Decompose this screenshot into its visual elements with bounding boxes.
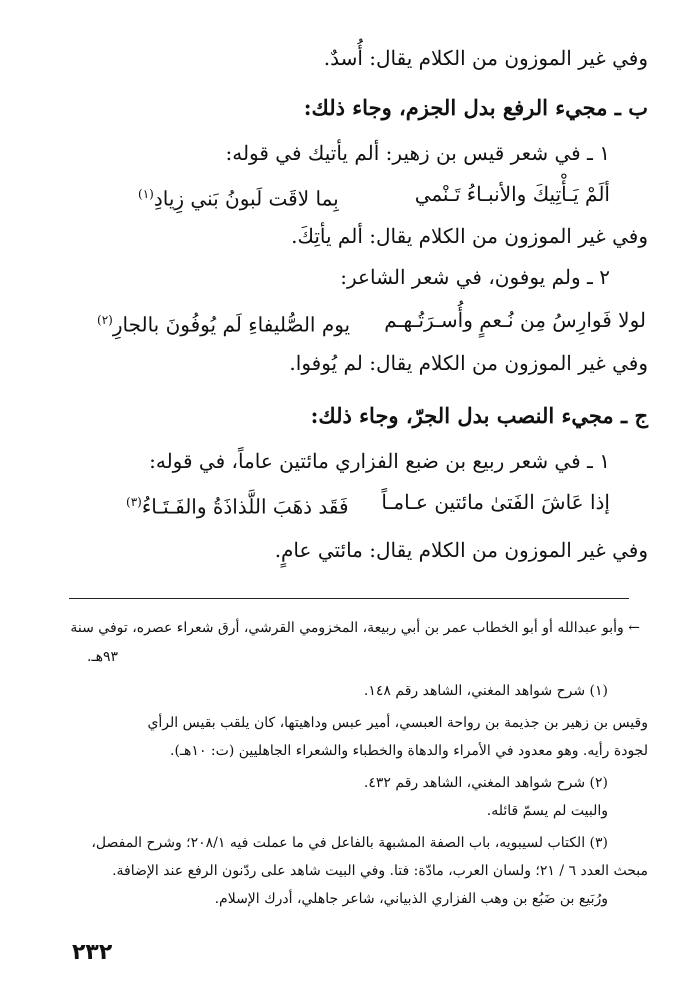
body-line-2: وفي غير الموزون من الكلام يقال: ألم يأتِكَ. — [291, 224, 648, 248]
page-number: ٢٣٢ — [72, 940, 113, 965]
verse-3-second-hemistich — [126, 488, 349, 521]
item-b2: ٢ ـ ولم يوفون، في شعر الشاعر: — [340, 265, 610, 289]
footnote-continued-a: ← وأبو عبدالله أو أبو الخطاب عمر بن أبي ربيعة، المخزومي القرشي، أرق شعراء عصره، توفي سنة — [70, 620, 640, 636]
verse-3-first-hemistich: إذا عَاشَ الفَتىٰ مائتين عـامـاً — [381, 490, 610, 514]
body-line-1: وفي غير الموزون من الكلام يقال: أُسدٌ. — [323, 46, 648, 70]
footnote-3: (٣) الكتاب لسيبويه، باب الصفة المشبهة بالفاعل في ما عملت فيه ٢٠٨/١؛ وشرح المفصل، — [91, 835, 608, 851]
footnote-1: (١) شرح شواهد المغني، الشاهد رقم ١٤٨. — [363, 683, 608, 699]
item-b1: ١ ـ في شعر قيس بن زهير: ألم يأتيك في قوله: — [225, 141, 610, 165]
verse-1-second-hemistich — [138, 180, 339, 213]
footnote-3-c: ورُبَيع بن ضَبُع بن وهب الفزاري الذبياني، شاعر جاهلي، أدرك الإسلام. — [214, 891, 608, 907]
footnote-marker-3[interactable]: (٣) — [126, 495, 142, 509]
verse-2-second-text: يوم الصُّليفاءِ لَم يُوفُونَ بالجارِ — [112, 312, 351, 337]
section-heading-b: ب ـ مجيء الرفع بدل الجزم، وجاء ذلك: — [303, 95, 648, 120]
footnote-2-note: والبيت لم يسمّ قائله. — [486, 803, 608, 819]
body-line-3: وفي غير الموزون من الكلام يقال: لم يُوفوا. — [289, 351, 648, 375]
footnote-divider — [69, 598, 629, 599]
footnote-1-bio-a: وقيس بن زهير بن جذيمة بن رواحة العبسي، أمير عبس وداهيتها، كان يلقب بقيس الرأي — [147, 715, 648, 731]
verse-1-second-text: بِما لاقَت لَبونُ بَني زِيادِ — [153, 186, 339, 211]
verse-3-second-text: فَقَد ذهَبَ اللَّذاذَةُ والفَـتَـاءُ — [141, 494, 349, 519]
body-line-4: وفي غير الموزون من الكلام يقال: مائتي عامٍ. — [274, 538, 648, 562]
verse-2-first-hemistich: لولا فَوارِسُ مِن نُـعمٍ وأُسـرَتُـهـم — [384, 308, 646, 332]
footnote-continued-b: ٩٣هـ. — [87, 649, 118, 665]
footnote-2: (٢) شرح شواهد المغني، الشاهد رقم ٤٣٢. — [363, 775, 608, 791]
footnote-marker-2[interactable]: (٢) — [97, 313, 113, 327]
footnote-3-b: مبحث العدد ٦ / ٢١؛ ولسان العرب، مادّة: فتا. وفي البيت شاهد على ردّنون الرفع عند الإضافة. — [112, 863, 648, 879]
section-heading-c: ج ـ مجيء النصب بدل الجرّ، وجاء ذلك: — [310, 403, 648, 428]
footnote-marker-1[interactable]: (١) — [138, 187, 154, 201]
footnote-1-bio-b: لجودة رأيه. وهو معدود في الأمراء والدهاة والخطباء والشعراء الجاهليين (ت: ١٠هـ). — [170, 743, 648, 759]
verse-1-first-hemistich: ألَمْ يَـأْتِيكَ والأنبـاءُ تَـنْمي — [414, 182, 610, 206]
verse-2-second-hemistich — [97, 306, 350, 339]
item-c1: ١ ـ في شعر ربيع بن ضبع الفزاري مائتين عاماً، في قوله: — [149, 449, 610, 473]
